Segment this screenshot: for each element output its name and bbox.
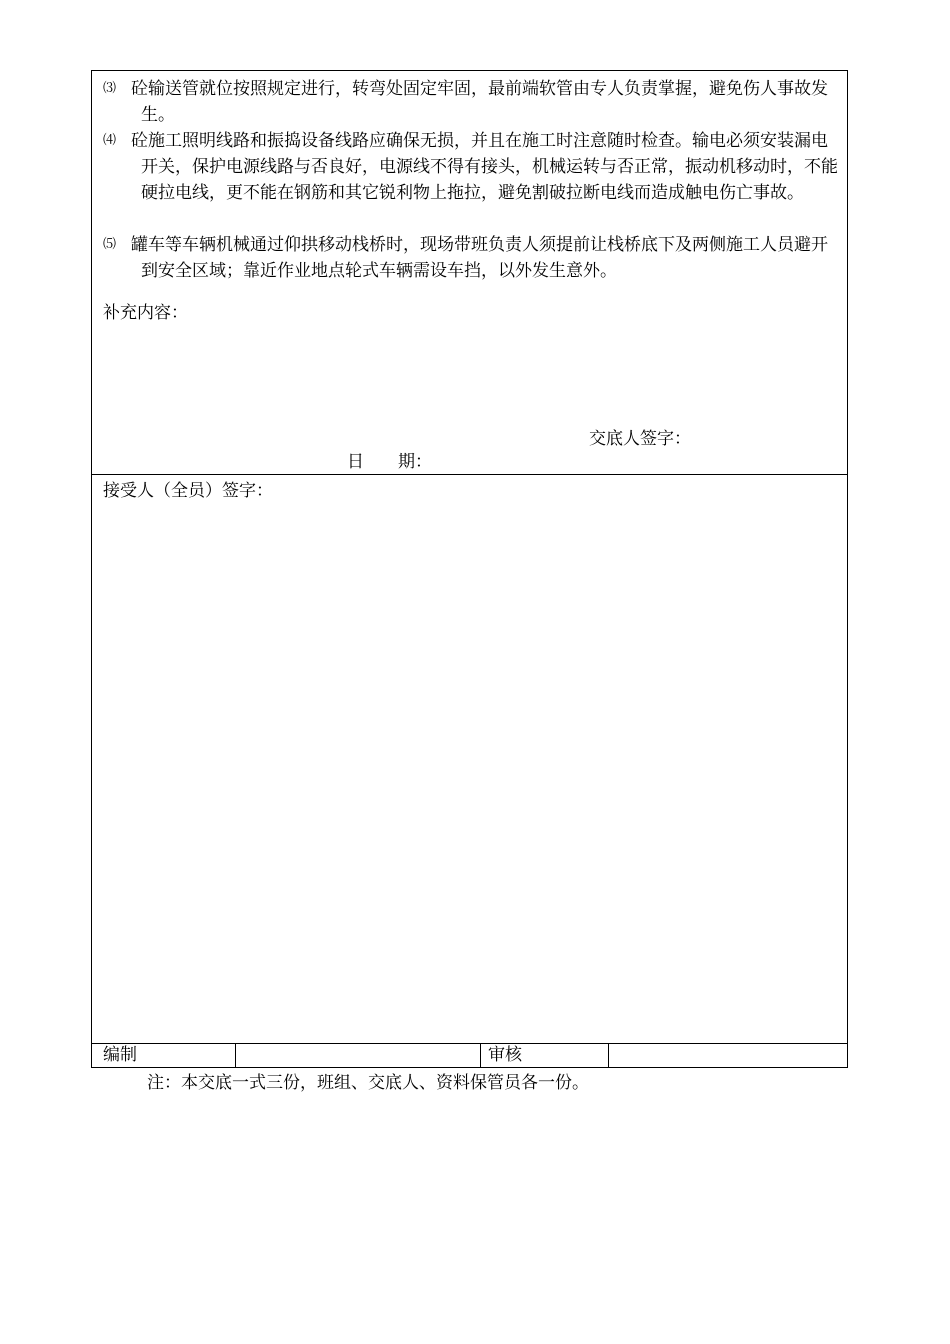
measure-text: 罐车等车辆机械通过仰拱移动栈桥时，现场带班负责人须提前让栈桥底下及两侧施工人员避开到安全区域；靠近作业地点轮式车辆需设车挡，以外发生意外。	[131, 235, 828, 281]
measure-number: ⑷	[103, 133, 117, 148]
disclosure-content-section	[91, 70, 848, 475]
receiver-signature-section	[91, 474, 848, 1044]
compiled-by-label: 编制	[92, 1044, 236, 1067]
reviewed-by-label: 审核	[481, 1044, 609, 1067]
safety-measure-5	[103, 232, 839, 284]
measure-text: 砼输送管就位按照规定进行，转弯处固定牢固，最前端软管由专人负责掌握，避免伤人事故发生。	[131, 79, 828, 125]
measure-text: 砼施工照明线路和振捣设备线路应确保无损，并且在施工时注意随时检查。输电必须安装漏电开关，保护电源线路与否良好，电源线不得有接头，机械运转与否正常，振动机移动时，不能硬拉电线，更不能在钢筋和其它锐利物上拖拉，避免割破拉断电线而造成触电伤亡事故。	[131, 131, 838, 203]
safety-measure-3	[103, 76, 839, 128]
discloser-signature-label: 交底人签字：	[589, 429, 691, 449]
measure-number: ⑸	[103, 237, 117, 252]
distribution-note: 注：本交底一式三份，班组、交底人、资料保管员各一份。	[147, 1073, 589, 1093]
supplement-content-label: 补充内容：	[103, 303, 188, 323]
receiver-signature-label: 接受人（全员）签字：	[103, 481, 273, 501]
approval-row	[91, 1043, 848, 1068]
safety-measure-4	[103, 128, 839, 206]
compiled-by-field[interactable]	[236, 1044, 481, 1067]
measure-number: ⑶	[103, 81, 117, 96]
reviewed-by-field[interactable]	[609, 1044, 847, 1067]
date-label: 日 期：	[347, 452, 432, 472]
